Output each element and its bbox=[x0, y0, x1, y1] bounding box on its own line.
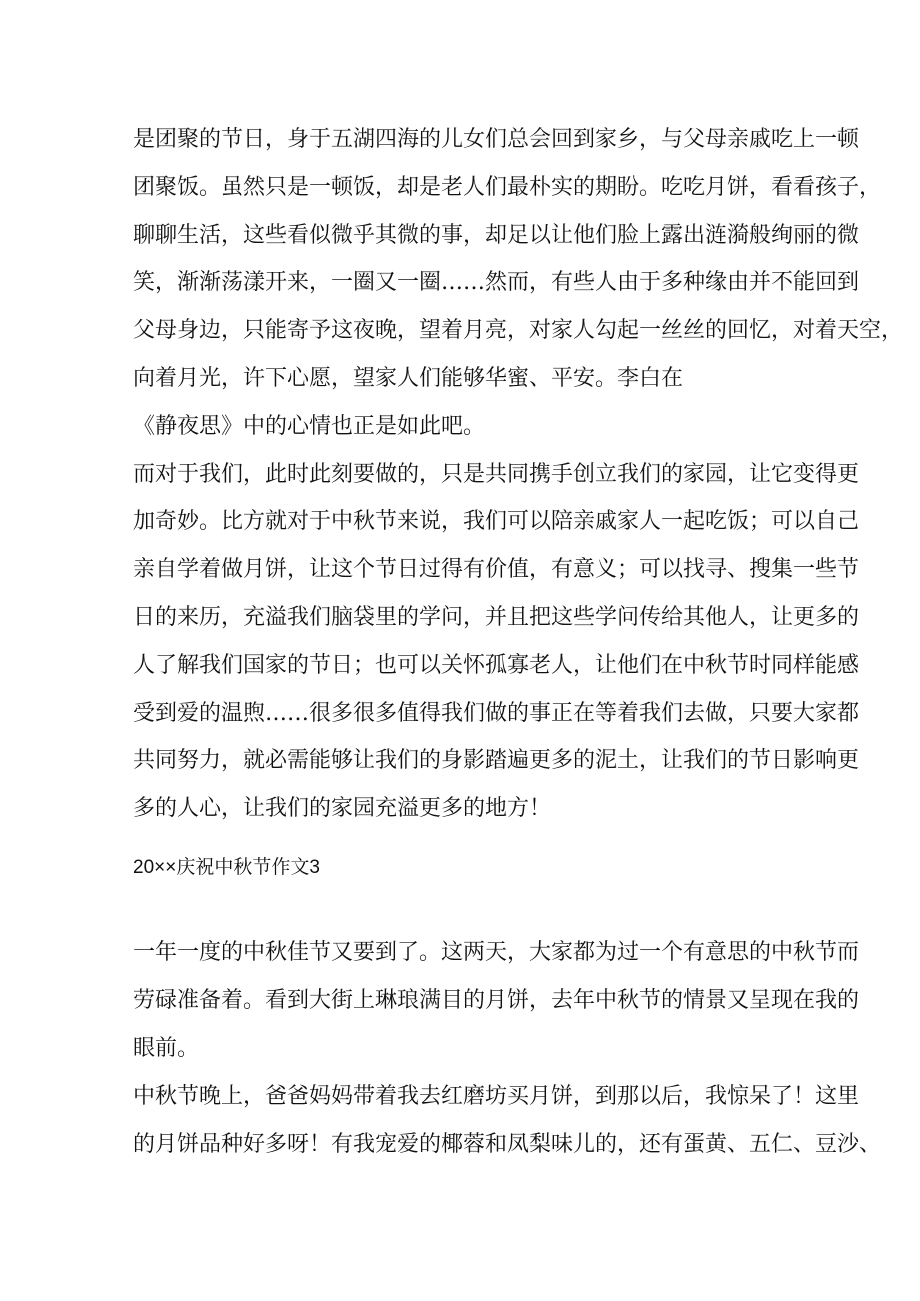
text-line: 人了解我们国家的节日；也可以关怀孤寡老人，让他们在中秋节时同样能感 bbox=[133, 653, 860, 678]
section-title: 20××庆祝中秋节作文3 bbox=[133, 857, 320, 878]
text-line: 多的人心，让我们的家园充溢更多的地方！ bbox=[133, 796, 552, 821]
text-line: 眼前。 bbox=[133, 1036, 200, 1061]
text-line: 团聚饭。虽然只是一顿饭，却是老人们最朴实的期盼。吃吃月饼，看看孩子， bbox=[133, 175, 882, 200]
text-line: 亲自学着做月饼，让这个节日过得有价值，有意义；可以找寻、搜集一些节 bbox=[133, 557, 860, 582]
text-line: 共同努力，就必需能够让我们的身影踏遍更多的泥土，让我们的节日影响更 bbox=[133, 748, 860, 773]
text-line: 父母身边，只能寄予这夜晚，望着月亮，对家人勾起一丝丝的回忆，对着天空， bbox=[133, 318, 904, 343]
text-line: 一年一度的中秋佳节又要到了。这两天，大家都为过一个有意思的中秋节而 bbox=[133, 940, 860, 965]
text-line: 劳碌准备着。看到大街上琳琅满目的月饼，去年中秋节的情景又呈现在我的 bbox=[133, 988, 860, 1013]
text-line: 日的来历，充溢我们脑袋里的学问，并且把这些学问传给其他人，让更多的 bbox=[133, 605, 860, 630]
text-line: 聊聊生活，这些看似微乎其微的事，却足以让他们脸上露出涟漪般绚丽的微 bbox=[133, 223, 860, 248]
text-line: 是团聚的节日，身于五湖四海的儿女们总会回到家乡，与父母亲戚吃上一顿 bbox=[133, 127, 860, 152]
text-line: 笑，渐渐荡漾开来，一圈又一圈……然而，有些人由于多种缘由并不能回到 bbox=[133, 270, 860, 295]
text-line: 而对于我们，此时此刻要做的，只是共同携手创立我们的家园，让它变得更 bbox=[133, 462, 860, 487]
text-line: 《静夜思》中的心情也正是如此吧。 bbox=[133, 414, 486, 439]
text-line: 向着月光，许下心愿，望家人们能够华蜜、平安。李白在 bbox=[133, 366, 684, 391]
text-line: 的月饼品种好多呀！有我宠爱的椰蓉和凤梨味儿的，还有蛋黄、五仁、豆沙、 bbox=[133, 1132, 882, 1157]
text-line: 受到爱的温煦……很多很多值得我们做的事正在等着我们去做，只要大家都 bbox=[133, 701, 860, 726]
text-line: 中秋节晚上，爸爸妈妈带着我去红磨坊买月饼，到那以后，我惊呆了！这里 bbox=[133, 1084, 860, 1109]
text-line: 加奇妙。比方就对于中秋节来说，我们可以陪亲戚家人一起吃饭；可以自己 bbox=[133, 509, 860, 534]
